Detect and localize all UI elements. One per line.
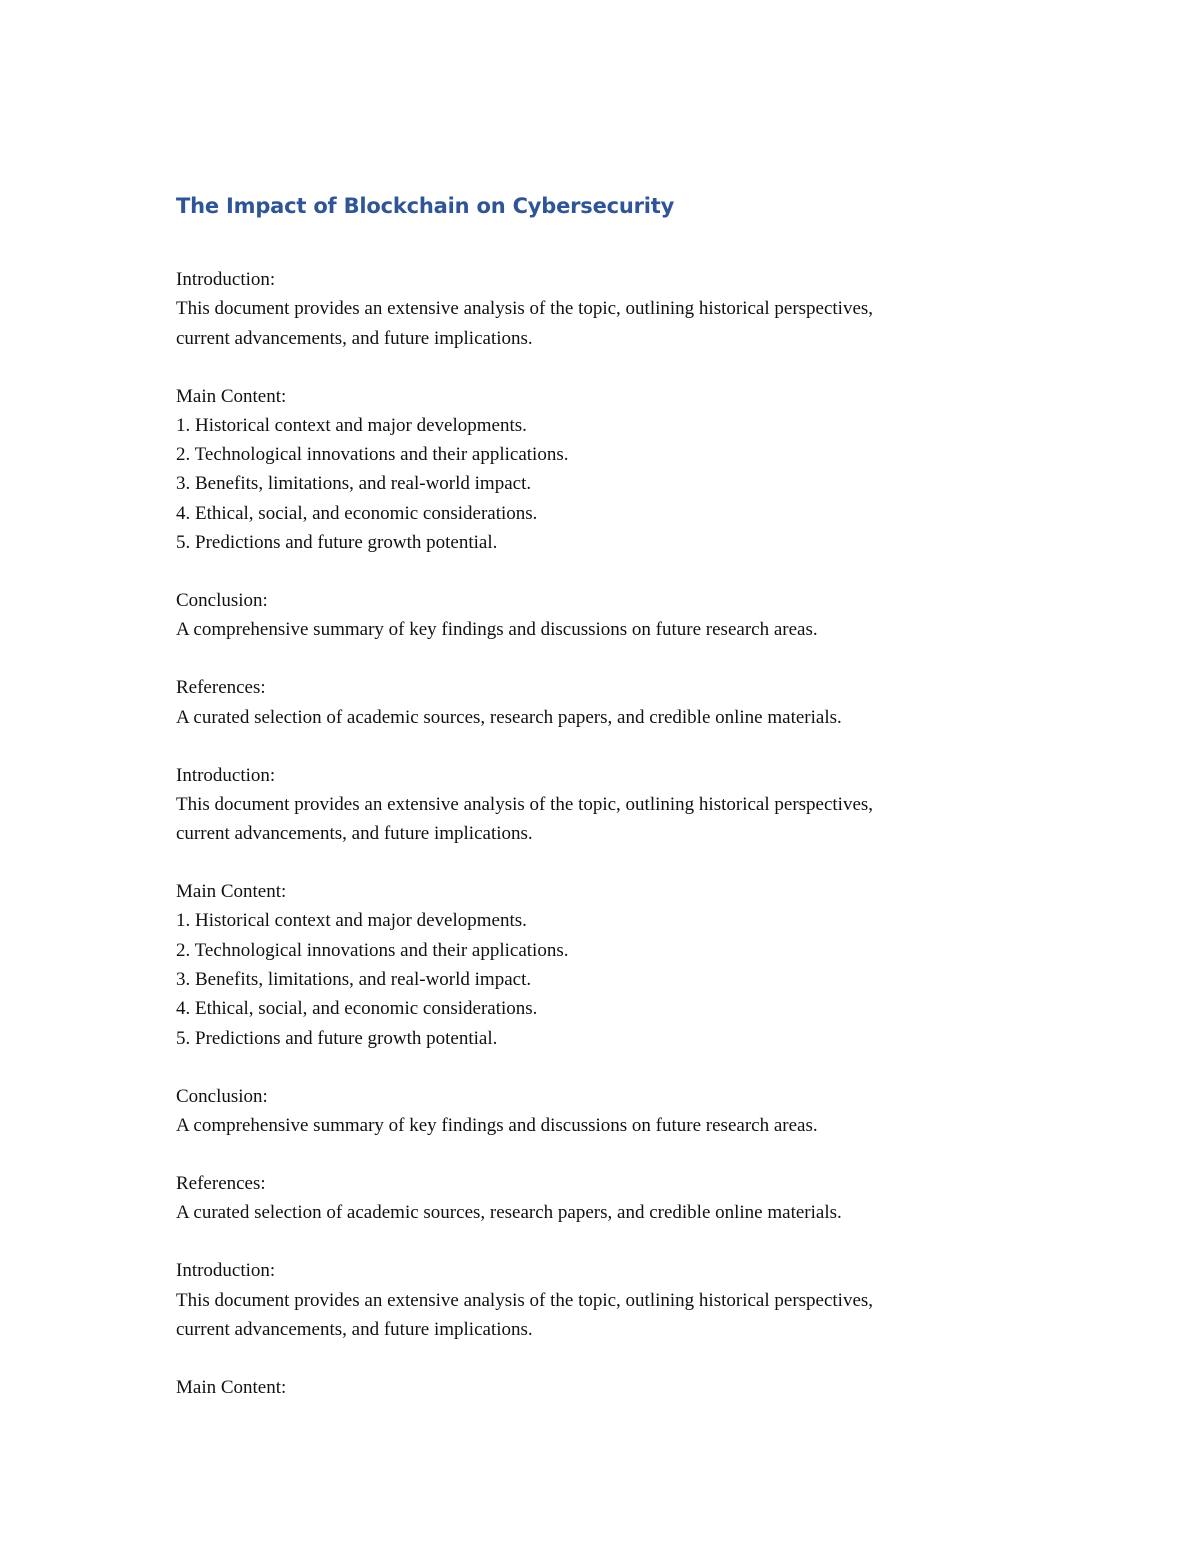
paragraph-line: This document provides an extensive analysis of the topic, outlining historical perspectives, [176, 298, 874, 320]
paragraph-line: current advancements, and future implications. [176, 1318, 533, 1340]
section-references [176, 673, 1056, 732]
section-heading: Main Content: [176, 881, 287, 903]
document-body [176, 188, 1056, 1431]
section-introduction [176, 1256, 1056, 1344]
section-heading: References: [176, 677, 266, 699]
list-item: 5. Predictions and future growth potential. [176, 532, 498, 554]
section-introduction [176, 761, 1056, 849]
section-heading: Conclusion: [176, 1085, 268, 1107]
list-item: 1. Historical context and major developments. [176, 414, 527, 436]
paragraph-line: This document provides an extensive analysis of the topic, outlining historical perspectives, [176, 793, 874, 815]
paragraph-line: A comprehensive summary of key findings and discussions on future research areas. [176, 1114, 818, 1136]
section-heading: Conclusion: [176, 590, 268, 612]
list-item: 4. Ethical, social, and economic considerations. [176, 502, 538, 524]
list-item: 4. Ethical, social, and economic considerations. [176, 998, 538, 1020]
document-title: The Impact of Blockchain on Cybersecurity [176, 194, 675, 218]
paragraph-line: A curated selection of academic sources, research papers, and credible online materials. [176, 1202, 842, 1224]
paragraph-line: A curated selection of academic sources, research papers, and credible online materials. [176, 706, 842, 728]
section-main-content [176, 877, 1056, 1053]
section-heading: References: [176, 1172, 266, 1194]
section-introduction [176, 265, 1056, 353]
list-item: 5. Predictions and future growth potential. [176, 1027, 498, 1049]
section-main-content [176, 1373, 1056, 1402]
list-item: 3. Benefits, limitations, and real-world impact. [176, 969, 532, 991]
list-item: 1. Historical context and major developments. [176, 910, 527, 932]
section-main-content [176, 382, 1056, 558]
list-item: 2. Technological innovations and their applications. [176, 444, 569, 466]
section-conclusion [176, 1082, 1056, 1141]
paragraph-line: A comprehensive summary of key findings and discussions on future research areas. [176, 619, 818, 641]
section-heading: Main Content: [176, 1376, 287, 1398]
section-heading: Introduction: [176, 1260, 276, 1282]
list-item: 2. Technological innovations and their applications. [176, 939, 569, 961]
paragraph-line: This document provides an extensive analysis of the topic, outlining historical perspectives, [176, 1289, 874, 1311]
section-conclusion [176, 586, 1056, 645]
paragraph-line: current advancements, and future implications. [176, 823, 533, 845]
section-heading: Introduction: [176, 764, 276, 786]
section-references [176, 1169, 1056, 1228]
section-heading: Introduction: [176, 269, 276, 290]
list-item: 3. Benefits, limitations, and real-world impact. [176, 473, 532, 495]
section-heading: Main Content: [176, 385, 287, 407]
paragraph-line: current advancements, and future implications. [176, 327, 533, 349]
